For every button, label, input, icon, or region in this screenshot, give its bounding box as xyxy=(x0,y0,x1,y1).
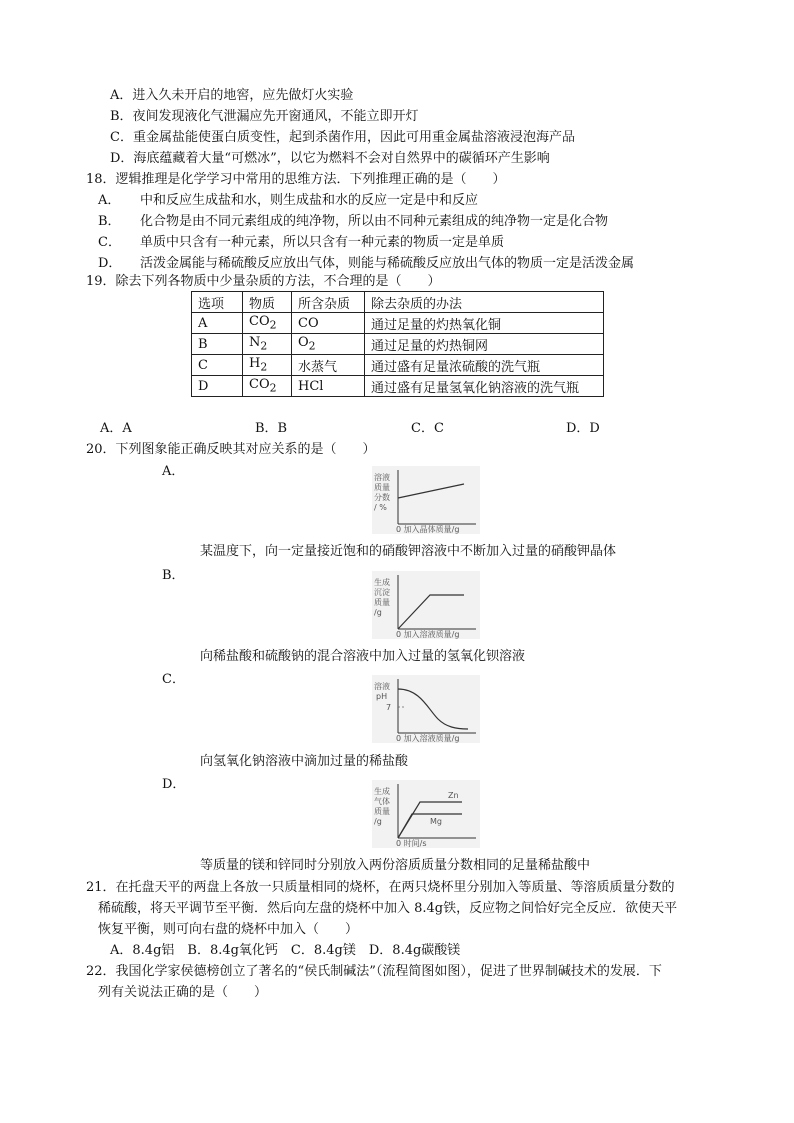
curve-c xyxy=(398,689,468,729)
formula: CO xyxy=(249,314,270,330)
q20-option-a-caption: 某温度下，向一定量接近饱和的硝酸钾溶液中不断加入过量的硝酸钾晶体 xyxy=(200,544,617,559)
formula-subscript: 2 xyxy=(269,381,277,395)
q18-stem: 18．逻辑推理是化学学习中常用的思维方法．下列推理正确的是（ ） xyxy=(86,172,506,187)
table-row xyxy=(192,313,604,334)
formula: O xyxy=(298,335,309,351)
q20-option-d-letter: D． xyxy=(162,777,186,792)
table-cell: 通过盛有足量氢氧化钠溶液的洗气瓶 xyxy=(365,376,604,397)
table-header: 物质 xyxy=(243,292,292,313)
table-cell: 通过足量的灼热氧化铜 xyxy=(365,313,604,334)
table-cell xyxy=(292,376,365,397)
q18-option-d-text: 活泼金属能与稀硫酸反应放出气体，则能与稀硫酸反应放出气体的物质一定是活泼金属 xyxy=(140,256,635,271)
x-axis-label: 0 加入晶体质量/g xyxy=(396,525,460,534)
q19-stem: 19．除去下列各物质中少量杂质的方法，不合理的是（ ） xyxy=(86,274,441,289)
q20-stem: 20．下列图象能正确反映其对应关系的是（ ） xyxy=(86,442,376,457)
curve-a xyxy=(398,484,464,498)
y-axis-label: / % xyxy=(374,503,387,512)
table-row xyxy=(192,334,604,355)
table-row xyxy=(192,376,604,397)
table-cell: C xyxy=(192,355,243,376)
table-header-row xyxy=(192,292,604,313)
formula-subscript: 2 xyxy=(260,360,268,374)
table-cell: D xyxy=(192,376,243,397)
table-header: 选项 xyxy=(192,292,243,313)
table-cell xyxy=(292,313,365,334)
y-axis-label: 溶液 xyxy=(374,473,390,482)
q17-option-a: A．进入久未开启的地窖，应先做灯火实验 xyxy=(110,88,354,103)
series-label-mg: Mg xyxy=(430,817,442,826)
x-axis-label: 0 加入溶液质量/g xyxy=(396,630,460,639)
y-axis-label: 沉淀 xyxy=(374,588,390,597)
q19-answer-a: A．A xyxy=(100,421,132,436)
y-axis-tick: 7 xyxy=(386,703,392,712)
table-header: 所含杂质 xyxy=(292,292,365,313)
q20-option-b-caption: 向稀盐酸和硫酸钠的混合溶液中加入过量的氢氧化钡溶液 xyxy=(200,649,526,664)
q18-option-b-text: 化合物是由不同元素组成的纯净物，所以由不同种元素组成的纯净物一定是化合物 xyxy=(140,214,609,229)
table-row xyxy=(192,355,604,376)
table-cell xyxy=(243,334,292,355)
formula: 水蒸气 xyxy=(298,359,338,375)
q17-option-c: C．重金属盐能使蛋白质变性，起到杀菌作用，因此可用重金属盐溶液浸泡海产品 xyxy=(110,130,575,145)
table-header: 除去杂质的办法 xyxy=(365,292,604,313)
y-axis-label: 质量 xyxy=(374,807,390,816)
y-axis-label: 分数 xyxy=(374,493,390,502)
formula: HCl xyxy=(298,378,324,394)
q17-option-d: D．海底蕴藏着大量“可燃冰”，以它为燃料不会对自然界中的碳循环产生影响 xyxy=(110,151,550,166)
q20-option-d-caption: 等质量的镁和锌同时分别放入两份溶质质量分数相同的足量稀盐酸中 xyxy=(200,858,591,873)
graph-b xyxy=(372,571,480,639)
y-axis-label: 质量 xyxy=(374,483,390,492)
q18-option-b-letter: B． xyxy=(98,214,121,229)
graph-a xyxy=(372,466,480,534)
q19-answer-b: B．B xyxy=(255,421,288,436)
q18-option-a-letter: A． xyxy=(98,193,121,208)
y-axis-label: pH xyxy=(376,692,388,701)
q18-option-c-text: 单质中只含有一种元素，所以只含有一种元素的物质一定是单质 xyxy=(140,235,505,250)
table-cell: A xyxy=(192,313,243,334)
formula-subscript: 2 xyxy=(308,339,316,353)
table-cell xyxy=(292,355,365,376)
q20-option-c-caption: 向氢氧化钠溶液中滴加过量的稀盐酸 xyxy=(200,754,409,769)
q17-option-b: B．夜间发现液化气泄漏应先开窗通风，不能立即开灯 xyxy=(110,109,419,124)
y-axis-label: 生成 xyxy=(374,578,390,587)
q21-stem-line-3: 恢复平衡，则可向右盘的烧杯中加入（ ） xyxy=(98,922,359,937)
y-axis-label: 气体 xyxy=(374,797,390,806)
q22-stem-line-2: 列有关说法正确的是（ ） xyxy=(98,985,268,1000)
formula: CO xyxy=(249,377,270,393)
q18-option-c-letter: C． xyxy=(98,235,121,250)
y-axis-label: /g xyxy=(374,817,382,826)
x-axis-label: 0 时间/s xyxy=(396,839,427,848)
q20-option-b-letter: B． xyxy=(162,568,185,583)
q21-stem-line-1: 21．在托盘天平的两盘上各放一只质量相同的烧杯，在两只烧杯里分别加入等质量、等溶质质量分数的 xyxy=(86,880,675,895)
table-cell xyxy=(292,334,365,355)
formula-subscript: 2 xyxy=(269,318,277,332)
q22-stem-line-1: 22．我国化学家侯德榜创立了著名的“侯氏制碱法”（流程简图如图），促进了世界制碱技术的发展．下 xyxy=(86,964,662,979)
q20-option-c-letter: C． xyxy=(162,672,185,687)
table-cell: B xyxy=(192,334,243,355)
formula: H xyxy=(249,356,261,372)
q21-options: A．8.4g铝 B．8.4g氧化钙 C．8.4g镁 D．8.4g碳酸镁 xyxy=(110,943,461,958)
table-cell: 通过足量的灼热铜网 xyxy=(365,334,604,355)
q20-option-a-letter: A． xyxy=(162,464,185,479)
table-cell xyxy=(243,376,292,397)
y-axis-label: 质量 xyxy=(374,598,390,607)
y-axis-label: /g xyxy=(374,608,382,617)
y-axis-label: 生成 xyxy=(374,787,390,796)
curve-b xyxy=(398,595,464,629)
graph-c xyxy=(372,675,480,743)
graph-d xyxy=(372,780,480,848)
formula: N xyxy=(249,335,261,351)
q21-stem-line-2: 稀硫酸，将天平调节至平衡．然后向左盘的烧杯中加入 8.4g铁，反应物之间恰好完全反应．欲使天平 xyxy=(98,901,678,916)
x-axis-label: 0 加入溶液质量/g xyxy=(396,734,460,743)
formula-subscript: 2 xyxy=(260,339,268,353)
q19-answer-d: D．D xyxy=(566,421,600,436)
table-cell xyxy=(243,355,292,376)
table-cell xyxy=(243,313,292,334)
series-label-zn: Zn xyxy=(448,791,459,800)
y-axis-label: 溶液 xyxy=(374,682,390,691)
q19-answer-c: C．C xyxy=(411,421,444,436)
formula: CO xyxy=(298,315,319,331)
impurity-table xyxy=(191,291,604,397)
q18-option-d-letter: D． xyxy=(98,256,122,271)
table-cell: 通过盛有足量浓硫酸的洗气瓶 xyxy=(365,355,604,376)
q18-option-a-text: 中和反应生成盐和水，则生成盐和水的反应一定是中和反应 xyxy=(140,193,479,208)
